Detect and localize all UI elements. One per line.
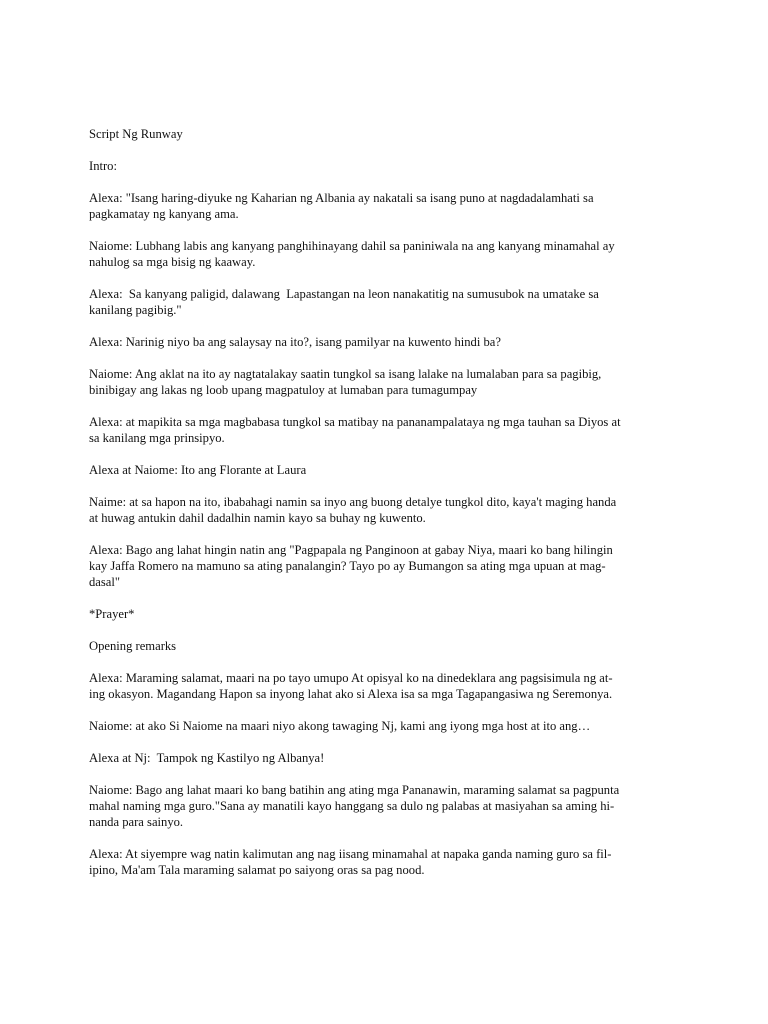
script-line: Alexa: Narinig niyo ba ang salaysay na ito?, isang pamilyar na kuwento hindi ba?	[89, 335, 501, 349]
script-paragraph	[89, 670, 679, 702]
script-line: Naime: at sa hapon na ito, ibabahagi namin sa inyo ang buong detalye tungkol dito, kaya't maging handa	[89, 495, 617, 509]
script-line: kanilang pagibig."	[89, 303, 182, 317]
script-line: nanda para sainyo.	[89, 815, 184, 829]
script-line: Alexa: at mapikita sa mga magbabasa tungkol sa matibay na pananampalataya ng mga tauhan sa Diyos at	[89, 415, 621, 429]
script-line: ing okasyon. Magandang Hapon sa inyong lahat ako si Alexa isa sa mga Tagapangasiwa ng Seremonya.	[89, 687, 613, 701]
script-line: binibigay ang lakas ng loob upang magpatuloy at lumaban para tumagumpay	[89, 383, 478, 397]
script-paragraph	[89, 286, 679, 318]
script-line: Opening remarks	[89, 639, 177, 653]
script-line: mahal naming mga guro."Sana ay manatili kayo hanggang sa dulo ng palabas at masiyahan sa aming hi-	[89, 799, 615, 813]
script-paragraph	[89, 414, 679, 446]
script-paragraph	[89, 718, 679, 734]
script-line: ipino, Ma'am Tala maraming salamat po saiyong oras sa pag nood.	[89, 863, 425, 877]
script-paragraph	[89, 366, 679, 398]
script-line: pagkamatay ng kanyang ama.	[89, 207, 239, 221]
script-paragraph	[89, 494, 679, 526]
script-line: Naiome: Lubhang labis ang kanyang panghihinayang dahil sa paniniwala na ang kanyang minamahal ay	[89, 239, 615, 253]
script-line: Naiome: Ang aklat na ito ay nagtatalakay saatin tungkol sa isang lalake na lumalaban para sa pagibig,	[89, 367, 602, 381]
script-line: dasal"	[89, 575, 121, 589]
script-line: Alexa at Nj: Tampok ng Kastilyo ng Albanya!	[89, 751, 325, 765]
script-paragraph	[89, 334, 679, 350]
script-paragraph	[89, 158, 679, 174]
script-line: Alexa: Bago ang lahat hingin natin ang "Pagpapala ng Panginoon at gabay Niya, maari ko bang hilingin	[89, 543, 613, 557]
script-paragraph	[89, 126, 679, 142]
script-paragraph	[89, 846, 679, 878]
script-text-body	[89, 126, 679, 894]
script-line: Naiome: at ako Si Naiome na maari niyo akong tawaging Nj, kami ang iyong mga host at ito ang…	[89, 719, 591, 733]
script-paragraph	[89, 750, 679, 766]
script-line: kay Jaffa Romero na mamuno sa ating panalangin? Tayo po ay Bumangon sa ating mga upuan at mag-	[89, 559, 606, 573]
script-line: Alexa: Maraming salamat, maari na po tayo umupo At opisyal ko na dinedeklara ang pagsisimula ng at-	[89, 671, 613, 685]
script-paragraph	[89, 190, 679, 222]
script-line: nahulog sa mga bisig ng kaaway.	[89, 255, 256, 269]
script-line: Script Ng Runway	[89, 127, 183, 141]
script-line: Intro:	[89, 159, 117, 173]
script-paragraph	[89, 606, 679, 622]
script-paragraph	[89, 542, 679, 590]
script-paragraph	[89, 638, 679, 654]
script-paragraph	[89, 462, 679, 478]
script-line: *Prayer*	[89, 607, 135, 621]
script-line: sa kanilang mga prinsipyo.	[89, 431, 225, 445]
script-paragraph	[89, 782, 679, 830]
script-line: Alexa: "Isang haring-diyuke ng Kaharian ng Albania ay nakatali sa isang puno at nagdadalamhati sa	[89, 191, 594, 205]
script-line: Alexa: At siyempre wag natin kalimutan ang nag iisang minamahal at napaka ganda naming guro sa fil-	[89, 847, 612, 861]
script-paragraph	[89, 238, 679, 270]
script-line: Alexa at Naiome: Ito ang Florante at Laura	[89, 463, 307, 477]
script-line: Alexa: Sa kanyang paligid, dalawang Lapastangan na leon nanakatitig na sumusubok na umatake sa	[89, 287, 599, 301]
script-line: at huwag antukin dahil dadalhin namin kayo sa buhay ng kuwento.	[89, 511, 426, 525]
script-line: Naiome: Bago ang lahat maari ko bang batihin ang ating mga Pananawin, maraming salamat sa pagpunta	[89, 783, 620, 797]
